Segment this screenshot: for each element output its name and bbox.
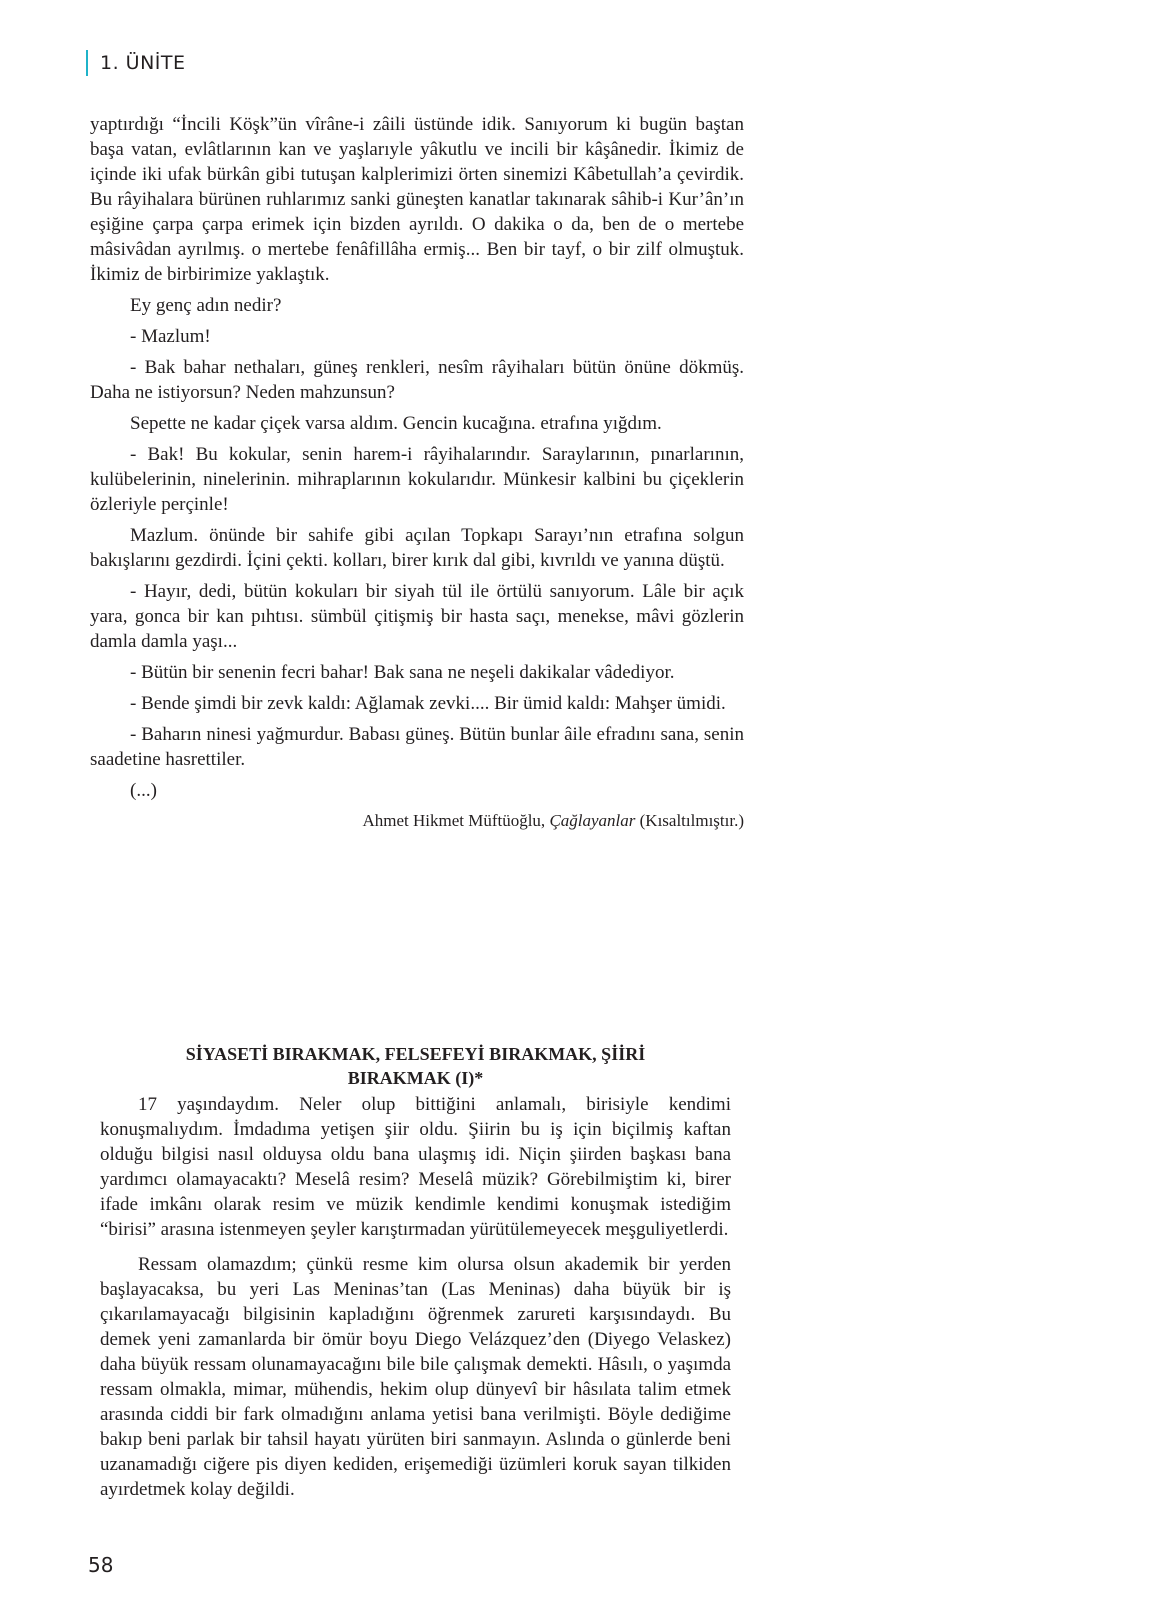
excerpt-paragraph: - Hayır, dedi, bütün kokuları bir siyah tül ile örtülü sanıyorum. Lâle bir açık yara, gonca bir kan pıhtısı. sümbül çitişmiş bir hasta saçı, menekse, mâvi gözlerin damla damla yaşı... [90,581,744,652]
section-title [100,1042,731,1090]
page-number: 58 [88,1553,114,1577]
excerpt-paragraph: - Baharın ninesi yağmurdur. Babası güneş. Bütün bunlar âile efradını sana, senin saadetine hasrettiler. [90,724,744,770]
excerpt-paragraph: (...) [130,780,157,801]
unit-header [86,48,186,78]
section-paragraph: Ressam olamazdım; çünkü resme kim olursa olsun akademik bir yerden başlayacaksa, bu yeri Las Meninas’tan (Las Meninas) daha büyük bir iş çıkarılamayacağı bilgisinin kapladığını öğrenmek zarureti karşısındaydı. Bu demek yeni zamanlarda bir ömür boyu Diego Velázquez’den (Diyego Velaskez) daha büyük ressam olunamayacağını bile bile çalışmak demekti. Hâsılı, o yaşımda ressam olmakla, mimar, mühendis, hekim olup dünyevî bir hâsılata talim etmek arasında ciddi bir fark olmadığını anlama yetisi bana verilmişti. Böyle dediğime bakıp beni parlak bir tahsil hayatı yürüten biri sanmayın. Aslında o günlerde beni uzanamadığı ciğere pis diyen kediden, erişemediği üzümleri koruk sayan tilkiden ayırdetmek kolay değildi. [100,1254,731,1500]
section-paragraph: 17 yaşındaydım. Neler olup bittiğini anlamalı, birisiyle kendimi konuşmalıydım. İmdadıma yetişen şiir oldu. Şiirin bu iş için biçilmiş kaftan olduğu bilgisi nasıl olduysa oldu bana ulaşmış idi. Niçin şiirden başkası bana yardımcı olamayacaktı? Meselâ resim? Meselâ müzik? Görebilmiştim ki, birer ifade imkânı olarak resim ve müzik kendimle kendimi konuşmak istediğim “birisi” arasına istenmeyen şeyler karıştırmadan yürütülemeyecek meşguliyetlerdi. [100,1094,731,1240]
excerpt-paragraph: yaptırdığı “İncili Köşk”ün vîrâne-i zâili üstünde idik. Sanıyorum ki bugün baştan başa vatan, evlâtlarının kan ve yaşlarıyle yâkutlu ve incili bir kâşânedir. İkimiz de içinde iki ufak bürkân gibi tutuşan kalplerimizi örten sinemizi Kâbetullah’a çevirdik. Bu râyihalara bürünen ruhlarımız sanki güneşten kanatlar takınarak sâhib-i Kur’ân’ın eşiğine çarpa çarpa erimek için bizden ayrıldı. O dakika o da, ben de o mertebe mâsivâdan ayrılmış. o mertebe fenâfillâha ermiş... Ben bir tayf, o bir zilf olmuştuk. İkimiz de birbirimize yaklaştık. [90,114,744,285]
section-title-line: SİYASETİ BIRAKMAK, FELSEFEYİ BIRAKMAK, ŞİİRİ [185,1044,646,1064]
excerpt-paragraph: - Bütün bir senenin fecri bahar! Bak sana ne neşeli dakikalar vâdediyor. [130,662,675,683]
excerpt-text [90,112,744,833]
unit-label: 1. ÜNİTE [100,52,186,74]
excerpt-paragraph: - Bak! Bu kokular, senin harem-i râyihalarındır. Saraylarının, pınarlarının, kulübelerinin, ninelerinin. mihraplarının kokularıdır. Münkesir kalbini bu çiçeklerin özleriyle perçinle! [90,444,744,515]
section-title-line: BIRAKMAK (I)* [347,1068,484,1088]
excerpt-paragraph: Sepette ne kadar çiçek varsa aldım. Gencin kucağına. etrafına yığdım. [130,413,662,434]
excerpt-paragraph: - Mazlum! [130,326,211,347]
header-accent-bar [86,50,88,76]
excerpt-attribution [90,809,744,833]
excerpt-paragraph: Ey genç adın nedir? [130,295,282,316]
attribution-author: Ahmet Hikmet Müftüoğlu, [362,811,546,830]
attribution-note: (Kısaltılmıştır.) [639,811,744,830]
excerpt-paragraph: - Bak bahar nethaları, güneş renkleri, nesîm râyihaları bütün önüne dökmüş. Daha ne istiyorsun? Neden mahzunsun? [90,357,744,403]
section-text [100,1042,731,1512]
attribution-work: Çağlayanlar [549,811,636,830]
excerpt-paragraph: - Bende şimdi bir zevk kaldı: Ağlamak zevki.... Bir ümid kaldı: Mahşer ümidi. [130,693,726,714]
excerpt-paragraph: Mazlum. önünde bir sahife gibi açılan Topkapı Sarayı’nın etrafına solgun bakışlarını gezdirdi. İçini çekti. kolları, birer kırık dal gibi, kıvrıldı ve yanına düştü. [90,525,744,571]
